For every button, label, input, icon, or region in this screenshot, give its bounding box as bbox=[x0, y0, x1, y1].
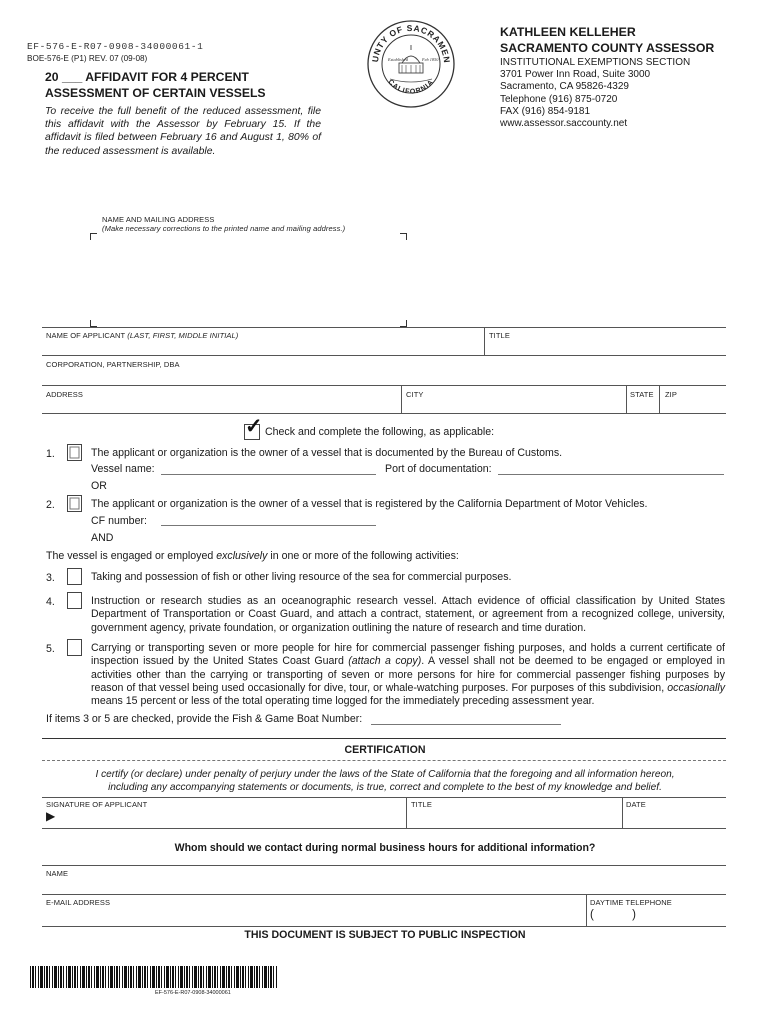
address-field[interactable] bbox=[44, 399, 399, 413]
state-field[interactable] bbox=[628, 399, 658, 413]
form-title bbox=[45, 69, 266, 101]
divider bbox=[42, 797, 726, 798]
port-label: Port of documentation: bbox=[385, 463, 492, 475]
county-seal-icon bbox=[366, 19, 456, 109]
svg-text:CALIFORNIA: CALIFORNIA bbox=[386, 78, 436, 96]
certification-heading: CERTIFICATION bbox=[344, 744, 426, 756]
item4-checkbox[interactable] bbox=[67, 592, 82, 609]
window-corner-bl bbox=[90, 320, 97, 327]
contact-heading: Whom should we contact during normal business hours for additional information? bbox=[174, 842, 596, 854]
divider bbox=[42, 413, 726, 414]
activities-intro: The vessel is engaged or employed exclusively in one or more of the following activities: bbox=[46, 550, 459, 562]
address-label: ADDRESS bbox=[46, 390, 83, 399]
item5-checkbox[interactable] bbox=[67, 639, 82, 656]
assessor-name: KATHLEEN KELLEHER bbox=[500, 25, 636, 39]
divider bbox=[42, 865, 726, 866]
applicant-name-label: NAME OF APPLICANT (LAST, FIRST, MIDDLE INITIAL) bbox=[46, 331, 239, 340]
item1-text: The applicant or organization is the owner of a vessel that is documented by the Bureau of Customs. bbox=[91, 447, 563, 459]
or-text: OR bbox=[91, 480, 107, 492]
assessor-phone: Telephone (916) 875-0720 bbox=[500, 93, 618, 105]
cf-number-label: CF number: bbox=[91, 515, 147, 527]
divider bbox=[622, 797, 623, 828]
divider bbox=[42, 894, 726, 895]
divider bbox=[406, 797, 407, 828]
zip-field[interactable] bbox=[662, 399, 724, 413]
signature-field[interactable] bbox=[62, 808, 402, 826]
divider bbox=[42, 355, 726, 356]
daytime-phone-field[interactable]: ( ) bbox=[590, 909, 636, 921]
city-label: CITY bbox=[406, 390, 424, 399]
form-title-line1: 20 ___ AFFIDAVIT FOR 4 PERCENT bbox=[45, 70, 249, 84]
window-corner-tr bbox=[400, 233, 407, 240]
corporation-field[interactable] bbox=[44, 369, 724, 383]
cf-number-field[interactable] bbox=[161, 525, 376, 526]
email-field[interactable] bbox=[44, 907, 582, 923]
divider bbox=[42, 926, 726, 927]
item1-checkbox[interactable] bbox=[67, 444, 82, 461]
assessor-section: INSTITUTIONAL EXEMPTIONS SECTION bbox=[500, 57, 691, 68]
divider bbox=[42, 828, 726, 829]
signature-label: SIGNATURE OF APPLICANT bbox=[46, 800, 148, 809]
form-code: EF-576-E-R07-0908-34000061-1 bbox=[27, 41, 204, 52]
item-number: 1. bbox=[46, 448, 55, 460]
divider bbox=[659, 385, 660, 413]
assessor-address2: Sacramento, CA 95826-4329 bbox=[500, 81, 629, 93]
item5-text: Carrying or transporting seven or more people for hire for commercial passenger fishing purposes, and holds a current certificate of inspection issued by the United States Coast Guard (attach a copy). A vessel shall not be deemed to be engaged or employed in activities other than the carrying or transporting of seven or more persons for hire for commercial passenger fishing purposes by reason of that vessel being used occasionally for dive, tour, or whale-watching purposes. For purposes of this subdivision, occasionally means 15 percent or less of the total operating time logged for the immediately preceding assessment year. bbox=[91, 642, 725, 708]
cert-title-field[interactable] bbox=[409, 808, 619, 826]
cert-date-label: DATE bbox=[626, 800, 646, 809]
item-number: 2. bbox=[46, 499, 55, 511]
email-label: E-MAIL ADDRESS bbox=[46, 898, 111, 907]
state-label: STATE bbox=[630, 390, 654, 399]
certification-statement: I certify (or declare) under penalty of perjury under the laws of the State of California that the foregoing and all information hereon, including any accompanying statements or documents, is true, correct and complete to the best of my knowledge and belief. bbox=[95, 769, 675, 793]
mailing-note: (Make necessary corrections to the printed name and mailing address.) bbox=[102, 224, 346, 233]
item-number: 5. bbox=[46, 643, 55, 655]
applicant-title-field[interactable] bbox=[487, 340, 725, 354]
mailing-address-area[interactable] bbox=[95, 238, 400, 320]
zip-label: ZIP bbox=[665, 390, 677, 399]
and-text: AND bbox=[91, 532, 114, 544]
divider bbox=[484, 327, 485, 355]
divider bbox=[401, 385, 402, 413]
vessel-name-field[interactable] bbox=[161, 474, 376, 475]
cert-title-label: TITLE bbox=[411, 800, 432, 809]
barcode-icon bbox=[30, 966, 278, 988]
boat-number-field[interactable] bbox=[371, 724, 561, 725]
assessor-block bbox=[500, 24, 714, 56]
daytime-phone-label: DAYTIME TELEPHONE bbox=[590, 898, 672, 907]
vessel-name-label: Vessel name: bbox=[91, 463, 155, 475]
check-instruction: Check and complete the following, as applicable: bbox=[265, 426, 495, 438]
item3-text: Taking and possession of fish or other living resource of the sea for commercial purposes. bbox=[91, 571, 512, 583]
divider bbox=[626, 385, 627, 413]
svg-text:COUNTY OF SACRAMENTO: UNTY OF SACRAMEN bbox=[369, 22, 453, 64]
item3-checkbox[interactable] bbox=[67, 568, 82, 585]
contact-name-field[interactable] bbox=[44, 878, 724, 892]
item4-text: Instruction or research studies as an oceanographic research vessel. Attach evidence of official classification by United States Department of Transportation or Coast Guard, and attach a contract, statement, or agreement from a recognized college, university, government agency, private foundation, or organization outlining the nature of research and time duration. bbox=[91, 595, 725, 634]
applicant-title-label: TITLE bbox=[489, 331, 510, 340]
assessor-office: SACRAMENTO COUNTY ASSESSOR bbox=[500, 41, 715, 55]
barcode-caption: EF-576-E-R07-0908-34000061 bbox=[155, 990, 231, 996]
county-seal bbox=[366, 19, 456, 109]
port-field[interactable] bbox=[498, 474, 724, 475]
assessor-contact bbox=[500, 57, 690, 130]
contact-name-label: NAME bbox=[46, 869, 69, 878]
item-number: 4. bbox=[46, 596, 55, 608]
divider bbox=[586, 894, 587, 926]
form-revision: BOE-576-E (P1) REV. 07 (09-08) bbox=[27, 54, 148, 63]
public-inspection-notice: THIS DOCUMENT IS SUBJECT TO PUBLIC INSPECTION bbox=[244, 929, 526, 941]
city-field[interactable] bbox=[404, 399, 624, 413]
item2-text: The applicant or organization is the owner of a vessel that is registered by the California Department of Motor Vehicles. bbox=[91, 498, 648, 510]
svg-text:Feb 1850: Feb 1850 bbox=[422, 57, 439, 62]
svg-text:Established: Established bbox=[388, 57, 409, 62]
assessor-website[interactable]: www.assessor.saccounty.net bbox=[500, 118, 628, 130]
cert-date-field[interactable] bbox=[624, 808, 724, 826]
intro-text: To receive the full benefit of the reduced assessment, file this affidavit with the Assessor by February 15. If the affidavit is filed between February 16 and August 1, 80% of the reduced assessment is available. bbox=[45, 106, 321, 157]
corporation-label: CORPORATION, PARTNERSHIP, DBA bbox=[46, 360, 180, 369]
item-number: 3. bbox=[46, 572, 55, 584]
window-corner-br bbox=[400, 320, 407, 327]
boat-number-label: If items 3 or 5 are checked, provide the Fish & Game Boat Number: bbox=[46, 713, 363, 725]
divider bbox=[42, 738, 726, 739]
item2-checkbox[interactable] bbox=[67, 495, 82, 512]
arrow-right-icon: ▶ bbox=[46, 809, 56, 823]
form-title-line2: ASSESSMENT OF CERTAIN VESSELS bbox=[45, 86, 266, 100]
divider bbox=[42, 327, 726, 328]
divider bbox=[42, 760, 726, 761]
mailing-label: NAME AND MAILING ADDRESS bbox=[102, 215, 215, 224]
assessor-fax: FAX (916) 854-9181 bbox=[500, 105, 591, 117]
assessor-address1: 3701 Power Inn Road, Suite 3000 bbox=[500, 69, 651, 81]
applicant-name-field[interactable] bbox=[44, 340, 482, 354]
checkmark-icon: ✓ bbox=[245, 415, 263, 438]
divider bbox=[42, 385, 726, 386]
